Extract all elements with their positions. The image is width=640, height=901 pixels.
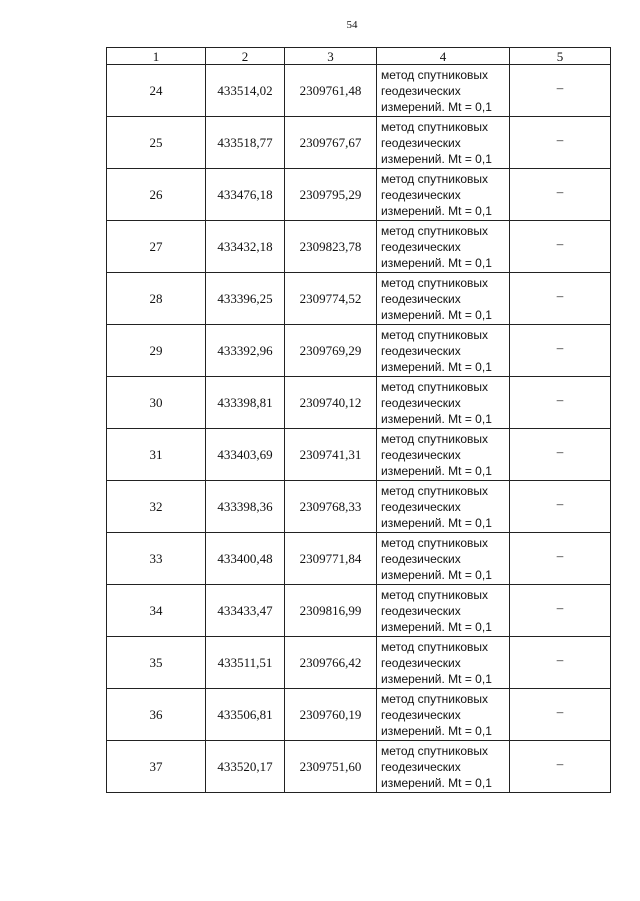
table-row: [107, 169, 611, 221]
table-row: [107, 273, 611, 325]
note-value: –: [556, 547, 564, 563]
table-row: [107, 221, 611, 273]
method-cell: [377, 637, 510, 689]
table-row: [107, 481, 611, 533]
method-cell: [377, 585, 510, 637]
table-row: [107, 325, 611, 377]
method-line: геодезических: [381, 499, 461, 514]
method-line: метод спутниковых: [381, 379, 489, 394]
method-cell: [377, 689, 510, 741]
x-coordinate-cell: 433518,77: [206, 117, 285, 169]
y-coordinate-cell: 2309766,42: [285, 637, 377, 689]
x-coordinate-cell: 433403,69: [206, 429, 285, 481]
y-coordinate-cell: 2309740,12: [285, 377, 377, 429]
note-cell: [510, 221, 611, 273]
point-number-cell: 36: [107, 689, 206, 741]
note-value: –: [556, 443, 564, 459]
method-line: метод спутниковых: [381, 275, 489, 290]
method-cell: [377, 273, 510, 325]
y-coordinate-cell: 2309761,48: [285, 65, 377, 117]
method-line: геодезических: [381, 655, 461, 670]
y-coordinate-cell: 2309795,29: [285, 169, 377, 221]
note-cell: [510, 585, 611, 637]
table-row: [107, 689, 611, 741]
method-line: метод спутниковых: [381, 67, 489, 82]
method-line: измерений. Mt = 0,1: [381, 671, 492, 686]
table-header: [107, 48, 611, 65]
note-value: –: [556, 599, 564, 615]
table-row: [107, 637, 611, 689]
y-coordinate-cell: 2309816,99: [285, 585, 377, 637]
method-line: метод спутниковых: [381, 327, 489, 342]
y-coordinate-cell: 2309768,33: [285, 481, 377, 533]
page-number: 54: [346, 19, 358, 31]
method-line: геодезических: [381, 395, 461, 410]
method-line: измерений. Mt = 0,1: [381, 463, 492, 478]
x-coordinate-cell: 433398,36: [206, 481, 285, 533]
note-cell: [510, 169, 611, 221]
point-number-cell: 29: [107, 325, 206, 377]
method-line: измерений. Mt = 0,1: [381, 723, 492, 738]
method-cell: [377, 221, 510, 273]
method-cell: [377, 377, 510, 429]
x-coordinate-cell: 433400,48: [206, 533, 285, 585]
header-cell-4: 4: [377, 48, 510, 65]
point-number-cell: 26: [107, 169, 206, 221]
point-number-cell: 32: [107, 481, 206, 533]
note-value: –: [556, 235, 564, 251]
y-coordinate-cell: 2309767,67: [285, 117, 377, 169]
y-coordinate-cell: 2309769,29: [285, 325, 377, 377]
method-cell: [377, 169, 510, 221]
table-body: [107, 65, 611, 793]
method-line: метод спутниковых: [381, 535, 489, 550]
header-cell-3: 3: [285, 48, 377, 65]
table-row: [107, 377, 611, 429]
method-line: геодезических: [381, 447, 461, 462]
note-cell: [510, 429, 611, 481]
x-coordinate-cell: 433520,17: [206, 741, 285, 793]
x-coordinate-cell: 433476,18: [206, 169, 285, 221]
method-line: геодезических: [381, 83, 461, 98]
header-row: [107, 48, 611, 65]
y-coordinate-cell: 2309774,52: [285, 273, 377, 325]
method-line: геодезических: [381, 291, 461, 306]
point-number-cell: 34: [107, 585, 206, 637]
method-line: геодезических: [381, 551, 461, 566]
point-number-cell: 28: [107, 273, 206, 325]
y-coordinate-cell: 2309823,78: [285, 221, 377, 273]
note-value: –: [556, 703, 564, 719]
note-cell: [510, 377, 611, 429]
note-value: –: [556, 79, 564, 95]
method-line: измерений. Mt = 0,1: [381, 99, 492, 114]
method-line: измерений. Mt = 0,1: [381, 203, 492, 218]
method-line: метод спутниковых: [381, 691, 489, 706]
method-line: геодезических: [381, 239, 461, 254]
method-line: измерений. Mt = 0,1: [381, 255, 492, 270]
note-cell: [510, 637, 611, 689]
method-line: измерений. Mt = 0,1: [381, 151, 492, 166]
note-value: –: [556, 391, 564, 407]
note-value: –: [556, 131, 564, 147]
x-coordinate-cell: 433392,96: [206, 325, 285, 377]
note-value: –: [556, 755, 564, 771]
note-cell: [510, 481, 611, 533]
method-cell: [377, 65, 510, 117]
method-cell: [377, 481, 510, 533]
method-cell: [377, 533, 510, 585]
method-line: геодезических: [381, 343, 461, 358]
method-cell: [377, 429, 510, 481]
table-row: [107, 429, 611, 481]
note-value: –: [556, 183, 564, 199]
note-cell: [510, 325, 611, 377]
note-value: –: [556, 339, 564, 355]
method-line: измерений. Mt = 0,1: [381, 775, 492, 790]
y-coordinate-cell: 2309760,19: [285, 689, 377, 741]
table-row: [107, 533, 611, 585]
method-cell: [377, 117, 510, 169]
method-line: измерений. Mt = 0,1: [381, 307, 492, 322]
x-coordinate-cell: 433433,47: [206, 585, 285, 637]
method-line: метод спутниковых: [381, 119, 489, 134]
method-line: метод спутниковых: [381, 431, 489, 446]
method-line: геодезических: [381, 187, 461, 202]
method-line: метод спутниковых: [381, 743, 489, 758]
y-coordinate-cell: 2309751,60: [285, 741, 377, 793]
method-line: метод спутниковых: [381, 483, 489, 498]
note-value: –: [556, 495, 564, 511]
x-coordinate-cell: 433506,81: [206, 689, 285, 741]
point-number-cell: 33: [107, 533, 206, 585]
table-row: [107, 585, 611, 637]
method-line: измерений. Mt = 0,1: [381, 567, 492, 582]
point-number-cell: 31: [107, 429, 206, 481]
method-cell: [377, 325, 510, 377]
method-line: метод спутниковых: [381, 639, 489, 654]
method-line: геодезических: [381, 135, 461, 150]
header-cell-2: 2: [206, 48, 285, 65]
method-line: геодезических: [381, 759, 461, 774]
x-coordinate-cell: 433398,81: [206, 377, 285, 429]
coordinates-table: [106, 47, 611, 793]
table-row: [107, 65, 611, 117]
method-line: геодезических: [381, 707, 461, 722]
x-coordinate-cell: 433396,25: [206, 273, 285, 325]
method-cell: [377, 741, 510, 793]
x-coordinate-cell: 433511,51: [206, 637, 285, 689]
method-line: измерений. Mt = 0,1: [381, 411, 492, 426]
point-number-cell: 24: [107, 65, 206, 117]
note-cell: [510, 117, 611, 169]
method-line: метод спутниковых: [381, 587, 489, 602]
point-number-cell: 30: [107, 377, 206, 429]
y-coordinate-cell: 2309771,84: [285, 533, 377, 585]
point-number-cell: 25: [107, 117, 206, 169]
method-line: измерений. Mt = 0,1: [381, 359, 492, 374]
point-number-cell: 27: [107, 221, 206, 273]
note-value: –: [556, 651, 564, 667]
point-number-cell: 35: [107, 637, 206, 689]
note-value: –: [556, 287, 564, 303]
method-line: измерений. Mt = 0,1: [381, 619, 492, 634]
note-cell: [510, 273, 611, 325]
method-line: метод спутниковых: [381, 171, 489, 186]
header-cell-5: 5: [510, 48, 611, 65]
x-coordinate-cell: 433514,02: [206, 65, 285, 117]
table-row: [107, 741, 611, 793]
method-line: измерений. Mt = 0,1: [381, 515, 492, 530]
note-cell: [510, 533, 611, 585]
method-line: метод спутниковых: [381, 223, 489, 238]
method-line: геодезических: [381, 603, 461, 618]
header-cell-1: 1: [107, 48, 206, 65]
table-row: [107, 117, 611, 169]
note-cell: [510, 65, 611, 117]
x-coordinate-cell: 433432,18: [206, 221, 285, 273]
y-coordinate-cell: 2309741,31: [285, 429, 377, 481]
note-cell: [510, 741, 611, 793]
point-number-cell: 37: [107, 741, 206, 793]
note-cell: [510, 689, 611, 741]
